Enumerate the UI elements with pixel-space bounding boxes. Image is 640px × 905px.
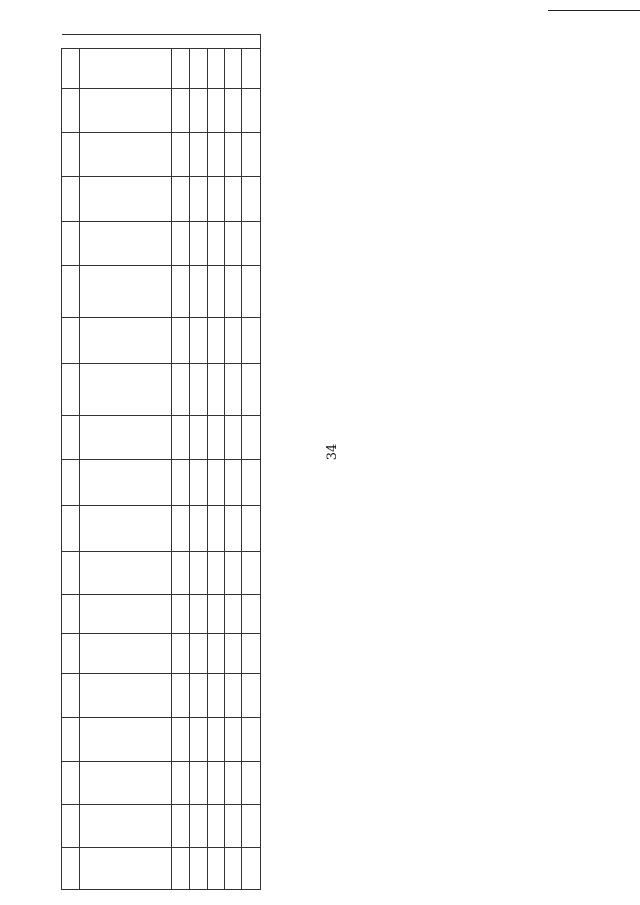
table-cell <box>172 633 190 674</box>
table-cell <box>190 222 208 266</box>
table-cell <box>190 633 208 674</box>
cell-text <box>260 555 261 594</box>
header-cell <box>62 460 80 506</box>
header-cell <box>62 364 80 416</box>
table-cell <box>242 674 261 718</box>
table-gap-cell <box>208 35 225 49</box>
table-cell <box>208 506 225 551</box>
table-cell <box>190 718 208 762</box>
table-cell <box>80 674 172 718</box>
table-cell <box>80 416 172 460</box>
table-cell <box>190 460 208 506</box>
cell-text <box>260 852 261 889</box>
table-cell <box>80 595 172 633</box>
table-cell <box>190 595 208 633</box>
header-cell <box>62 222 80 266</box>
table-cell <box>190 506 208 551</box>
table-cell <box>208 460 225 506</box>
header-cell <box>62 762 80 805</box>
table-cell <box>208 674 225 718</box>
table-cell <box>80 133 172 177</box>
table-row-column-9 <box>62 506 560 551</box>
table-cell <box>80 266 172 318</box>
table-cell <box>225 805 242 848</box>
table-cell <box>208 762 225 805</box>
table-cell <box>208 89 225 133</box>
table-cell <box>225 762 242 805</box>
table-row-column-3 <box>62 762 560 805</box>
cell-text <box>260 511 261 551</box>
table-cell <box>242 177 261 222</box>
cell-text <box>260 637 261 673</box>
top-edge-line <box>548 10 640 11</box>
table-cell <box>80 848 172 890</box>
table-cell <box>242 848 261 890</box>
budget-table <box>61 34 560 890</box>
table-cell <box>172 133 190 177</box>
table-cell <box>208 805 225 848</box>
table-row-column-16 <box>62 177 560 222</box>
table-cell <box>225 177 242 222</box>
header-cell <box>62 416 80 460</box>
header-cell <box>62 674 80 718</box>
table-cell <box>172 595 190 633</box>
table-cell <box>172 318 190 364</box>
page-number: 34 <box>324 443 340 461</box>
table-cell <box>172 177 190 222</box>
header-cell <box>62 718 80 762</box>
table-row-column-15 <box>62 222 560 266</box>
table-cell <box>208 364 225 416</box>
table-cell <box>80 718 172 762</box>
table-cell <box>242 48 261 89</box>
cell-text <box>260 678 261 717</box>
table-cell <box>208 416 225 460</box>
table-row-column-6 <box>62 633 560 674</box>
table-cell <box>225 633 242 674</box>
table-cell <box>172 848 190 890</box>
table-cell <box>208 595 225 633</box>
table-cell <box>190 674 208 718</box>
table-cell <box>208 718 225 762</box>
cell-text <box>260 226 261 265</box>
table-cell <box>225 416 242 460</box>
table-cell <box>80 551 172 595</box>
table-cell <box>172 805 190 848</box>
table-cell <box>172 364 190 416</box>
table-row-column-4 <box>62 718 560 762</box>
table-cell <box>242 551 261 595</box>
table-gap-cell <box>62 35 80 49</box>
table-cell <box>225 595 242 633</box>
table-cell <box>80 805 172 848</box>
cell-text <box>260 271 261 317</box>
table-cell <box>172 506 190 551</box>
table-cell <box>208 133 225 177</box>
table-cell <box>80 762 172 805</box>
table-row-column-5 <box>62 674 560 718</box>
table-cell <box>172 222 190 266</box>
cell-text <box>260 420 261 459</box>
table-cell <box>208 177 225 222</box>
table-top-gap <box>62 35 560 49</box>
table-gap-cell <box>242 35 261 49</box>
table-cell <box>208 48 225 89</box>
table-cell <box>80 633 172 674</box>
header-cell <box>62 506 80 551</box>
table-cell <box>80 48 172 89</box>
table-cell <box>208 318 225 364</box>
table-row-column-19 <box>62 48 560 89</box>
table-cell <box>242 318 261 364</box>
table-cell <box>190 133 208 177</box>
table-cell <box>225 460 242 506</box>
table-cell <box>190 48 208 89</box>
table-cell <box>242 364 261 416</box>
table-cell <box>242 266 261 318</box>
table-cell <box>172 89 190 133</box>
table-cell <box>172 266 190 318</box>
table-cell <box>172 48 190 89</box>
table-cell <box>172 674 190 718</box>
table-cell <box>172 460 190 506</box>
table-cell <box>208 222 225 266</box>
table-cell <box>242 633 261 674</box>
table-cell <box>242 595 261 633</box>
table-cell <box>190 551 208 595</box>
cell-text <box>260 464 261 505</box>
table-cell <box>225 506 242 551</box>
table-cell <box>190 848 208 890</box>
table-cell <box>225 318 242 364</box>
table-cell <box>225 718 242 762</box>
table-cell <box>80 364 172 416</box>
table-cell <box>80 506 172 551</box>
header-cell <box>62 848 80 890</box>
header-cell <box>62 89 80 133</box>
table-cell <box>225 222 242 266</box>
table-cell <box>242 89 261 133</box>
table-cell <box>225 266 242 318</box>
table-cell <box>190 416 208 460</box>
table-cell <box>190 89 208 133</box>
table-cell <box>80 89 172 133</box>
table-cell <box>172 762 190 805</box>
table-row-column-17 <box>62 133 560 177</box>
table-gap-cell <box>80 35 172 49</box>
table-gap-cell <box>190 35 208 49</box>
cell-text <box>260 52 261 88</box>
table-body <box>62 35 560 890</box>
table-cell <box>242 805 261 848</box>
table-cell <box>225 848 242 890</box>
table-cell <box>190 318 208 364</box>
table-gap-cell <box>225 35 242 49</box>
table-cell <box>242 762 261 805</box>
header-cell <box>62 48 80 89</box>
table-cell <box>225 89 242 133</box>
table-row-column-13 <box>62 318 560 364</box>
table-cell <box>208 266 225 318</box>
header-cell <box>62 595 80 633</box>
header-cell <box>62 633 80 674</box>
cell-text <box>260 322 261 363</box>
table-row-column-8 <box>62 551 560 595</box>
header-cell <box>62 177 80 222</box>
table-cell <box>242 133 261 177</box>
table-cell <box>242 460 261 506</box>
table-cell <box>225 48 242 89</box>
cell-text <box>260 369 261 415</box>
header-cell <box>62 551 80 595</box>
cell-text <box>260 766 261 804</box>
table-cell <box>225 551 242 595</box>
table-row-column-14 <box>62 266 560 318</box>
table-cell <box>172 416 190 460</box>
table-cell <box>190 177 208 222</box>
header-cell <box>62 318 80 364</box>
cell-text <box>260 137 261 176</box>
cell-text <box>260 809 261 847</box>
table-row-column-2 <box>62 805 560 848</box>
table-row-column-11 <box>62 416 560 460</box>
table-cell <box>190 266 208 318</box>
table-cell <box>242 718 261 762</box>
table-cell <box>208 848 225 890</box>
table-cell <box>172 551 190 595</box>
table-row-column-18 <box>62 89 560 133</box>
cell-text <box>260 93 261 132</box>
table-cell <box>242 506 261 551</box>
table-row-column-1 <box>62 848 560 890</box>
table-cell <box>80 460 172 506</box>
header-cell <box>62 133 80 177</box>
table-cell <box>190 762 208 805</box>
table-cell <box>80 222 172 266</box>
cell-text <box>260 722 261 761</box>
table-cell <box>242 222 261 266</box>
table-cell <box>190 364 208 416</box>
table-row-column-7 <box>62 595 560 633</box>
table-cell <box>242 416 261 460</box>
table-cell <box>208 551 225 595</box>
cell-text <box>260 599 261 633</box>
table-row-column-12 <box>62 364 560 416</box>
table-cell <box>80 318 172 364</box>
header-cell <box>62 266 80 318</box>
table-gap-cell <box>172 35 190 49</box>
table-cell <box>225 674 242 718</box>
table-cell <box>80 177 172 222</box>
table-cell <box>225 133 242 177</box>
table-row-column-10 <box>62 460 560 506</box>
table-cell <box>172 718 190 762</box>
table-cell <box>225 364 242 416</box>
header-cell <box>62 805 80 848</box>
cell-text <box>260 181 261 221</box>
table-cell <box>190 805 208 848</box>
table-cell <box>208 633 225 674</box>
